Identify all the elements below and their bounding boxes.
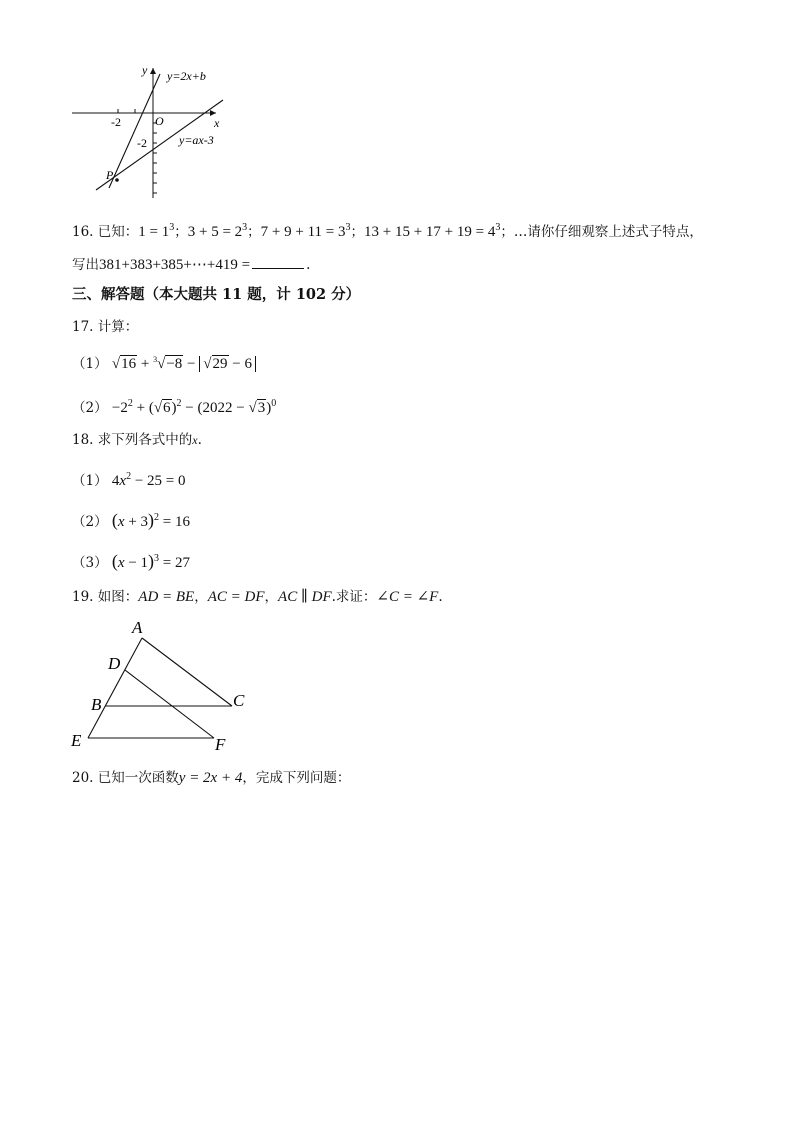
q16-eq1: $1 = 1^3$ — [138, 222, 175, 240]
segment-ac — [142, 638, 232, 706]
triangle-figure — [66, 614, 266, 754]
q16-answer-blank[interactable] — [252, 256, 304, 269]
q16-eq2: $3 + 5 = 2^3$ — [187, 222, 248, 240]
q20-tail: ，完成下列问题： — [242, 770, 351, 786]
q18-p2-label: （2） — [72, 514, 108, 530]
q16-sep1: ； — [174, 224, 188, 240]
label-d: D — [108, 654, 121, 673]
q19-cond1: AD = BE — [138, 589, 195, 605]
q18-p1-expr: $4x^2 - 25$ — [111, 471, 166, 489]
q18-intro — [72, 431, 202, 449]
q19-comma1: ， — [194, 589, 208, 605]
q16-eq3: $7 + 9 + 11 = 3^3$ — [260, 222, 351, 240]
q17-p2-label: （2） — [72, 400, 108, 416]
y-axis-arrow — [150, 68, 156, 74]
q17-intro — [72, 318, 138, 336]
q17-p2-expr: $-2^2 + (√6)^2 - (2022 - √3)^0$ — [111, 398, 277, 416]
q19-number: 19. — [72, 589, 94, 605]
q18-p3-label: （3） — [72, 555, 108, 571]
q19-text: 如图： — [97, 589, 139, 605]
q19-period1: . — [331, 589, 336, 605]
q18-p1-rhs: = 0 — [165, 473, 186, 489]
q20-number: 20. — [72, 770, 94, 786]
label-line1: y=2x+b — [167, 69, 206, 83]
linear-functions-graph — [66, 60, 236, 205]
q18-p1-label: （1） — [72, 473, 108, 489]
q16-line2-prefix: 写出 — [72, 257, 99, 273]
q16-ellipsis-text: ；…请你仔细观察上述式子特点， — [500, 224, 703, 240]
q18-p3-rhs: = 27 — [162, 555, 190, 571]
line-y-2x-b — [109, 74, 160, 188]
q19-statement — [72, 588, 443, 606]
label-f: F — [215, 735, 226, 754]
q18-var: x — [192, 433, 198, 447]
q19-period2: . — [438, 589, 443, 605]
q19-cond3: AC ∥ DF — [278, 589, 332, 605]
q20-statement — [72, 769, 350, 787]
q19-cond2: AC = DF — [207, 589, 265, 605]
q19-comma2: ， — [264, 589, 279, 605]
q18-number: 18. — [72, 432, 94, 448]
q19-goal: ∠C = ∠F — [376, 589, 439, 605]
q17-p1-label: （1） — [72, 356, 108, 372]
q16-sep2: ； — [247, 224, 261, 240]
q17-part2 — [72, 395, 276, 417]
q20-text: 已知一次函数 — [97, 770, 179, 786]
q16-number: 16. — [72, 224, 94, 240]
q17-part1 — [72, 351, 256, 373]
q18-period: . — [197, 432, 202, 448]
label-line2: y=ax-3 — [179, 133, 214, 147]
q18-p3-expr: $(x - 1)^3$ — [111, 551, 160, 571]
q16-sep3: ； — [350, 224, 364, 240]
label-origin: O — [155, 114, 164, 128]
segment-ae — [88, 638, 142, 738]
q16-period: . — [306, 257, 311, 273]
q16-eq4: $13 + 15 + 17 + 19 = 4^3$ — [364, 222, 501, 240]
label-c: C — [233, 691, 245, 710]
q17-number: 17. — [72, 319, 94, 335]
q16-prefix: 已知： — [97, 224, 139, 240]
label-y-neg2: -2 — [137, 136, 147, 150]
q18-text: 求下列各式中的 — [97, 432, 193, 448]
segment-df — [125, 670, 214, 738]
y-axis-ticks — [153, 123, 157, 193]
label-point-p: P — [106, 168, 114, 182]
q17-p1-expr: √16 + $^3$√−8 − √29 − 6 — [112, 356, 256, 372]
label-b: B — [91, 695, 102, 714]
q20-eq: y = 2x + 4 — [178, 770, 243, 786]
point-p — [115, 178, 119, 182]
q18-part2 — [72, 509, 190, 531]
q17-text: 计算： — [97, 319, 139, 335]
section3-heading: 三、解答题（本大题共 11 题，计 102 分） — [72, 286, 361, 303]
label-x-neg2: -2 — [111, 115, 121, 129]
x-axis-ticks — [118, 109, 135, 113]
label-e: E — [71, 731, 82, 750]
label-a: A — [132, 618, 143, 637]
q19-prove: 求证： — [335, 589, 377, 605]
q18-p2-rhs: = 16 — [162, 514, 190, 530]
q16-line2 — [72, 256, 310, 274]
label-x-axis: x — [214, 116, 220, 130]
q18-part3 — [72, 550, 190, 572]
q18-part1 — [72, 468, 186, 490]
q16-line1 — [72, 219, 703, 241]
q16-sum-expr: 381+383+385+⋯+419 = — [99, 257, 251, 273]
q18-p2-expr: $(x + 3)^2$ — [111, 510, 160, 530]
label-y-axis: y — [142, 63, 148, 77]
